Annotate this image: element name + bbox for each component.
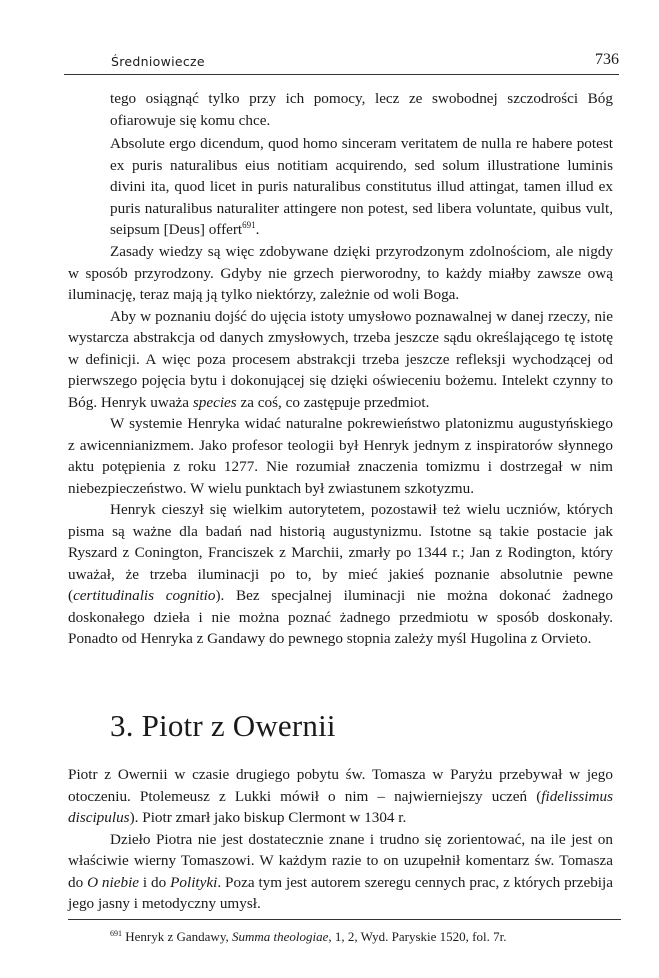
chapter-heading: 3. Piotr z Owernii (110, 708, 336, 743)
footnote-divider (68, 919, 621, 920)
text-run: ). Bez specjalnej iluminacji nie można dokonać żadnego doskonałego dzieła i nie można poznać żadnego przedmiotu w sposób doskonały. Ponadto od Henryka z Gandawy do pewnego stopnia zależy myśl Hugolina z Orvieto. (68, 587, 613, 647)
emphasis: certitudinalis cognitio (73, 587, 216, 604)
text-run: Dzieło Piotra nie jest dostatecznie znane i trudno się zorientować, na ile jest on właściwie wierny Tomaszowi. W każdym razie to on uzupełnił komentarz św. Tomasza do (68, 830, 613, 891)
text-run: , 1, 2, Wyd. Paryskie 1520, fol. 7r. (328, 929, 507, 944)
continuation-line: tego osiągnąć tylko przy ich pomocy, lecz ze swobodnej szczodrości Bóg (110, 90, 613, 107)
text-run: Henryk z Gandawy, (122, 929, 232, 944)
footnote-ref: 691 (242, 220, 256, 230)
latin-quote (110, 133, 613, 241)
paragraph: W systemie Henryka widać naturalne pokrewieństwo platonizmu augustyńskiego z awicennianizmem. Jako profesor teologii był Henryk jednym z inspiratorów słynnego aktu potępienia z roku 1277. Nie rozumiał znaczenia tomizmu i dostrzegał w nim niebezpieczeństwo. W wielu punktach był zwiastunem szkotyzmu. (68, 415, 613, 497)
text-run: Henryk cieszył się wielkim autorytetem, pozostawił też wielu uczniów, których pisma są ważne dla badań nad historią augustynizmu. Istotne są takie postacie jak Ryszard z Conington, Franciszek z Marchii, zmarły po 1344 r.; Jan z Rodington, który uważał, że trzeba iluminacji po to, by mieć jakieś poznanie absolutnie pewne ( (68, 501, 613, 604)
emphasis: Summa theologiae (231, 929, 329, 944)
quote-text: Absolute ergo dicendum, quod homo sinceram veritatem de nulla re habere potest ex puris naturalibus eius notitiam acquirendo, sed solum illustratione luminis divini ita, quod licet in puris naturalibus constitutus illud attingat, tamen illud ex puris naturalibus naturaliter attingere non potest, sed libera voluntate, quibus vult, seipsum [Deus] offert$^{691}$. (110, 135, 613, 238)
chapter-body (68, 764, 613, 915)
footnote (110, 929, 506, 945)
footnote-number: 691 (110, 929, 122, 938)
quote-body: Absolute ergo dicendum, quod homo sinceram veritatem de nulla re habere potest ex puris naturalibus eius notitiam acquirendo, sed solum illustratione luminis divini ita, quod licet in puris naturalibus constitutus illud attingat, tamen illud ex puris naturalibus naturaliter attingere non potest, sed libera voluntate, quibus vult, seipsum [Deus] offert (110, 135, 613, 238)
emphasis: fidelissimus discipulus (68, 787, 613, 826)
emphasis: Polityki (170, 873, 218, 891)
continuation-paragraph (110, 88, 613, 131)
paragraph: Zasady wiedzy są więc zdobywane dzięki przyrodzonym zdolnościom, ale nigdy w sposób przyrodzony. Gdyby nie grzech pierworodny, to każdy miałby zawsze ową iluminację, teraz mają ją tylko niektórzy, zależnie od woli Boga. (68, 243, 613, 303)
paragraph (68, 499, 613, 650)
paragraph (68, 764, 613, 829)
text-run: Aby w poznaniu dojść do ujęcia istoty umysłowo poznawalnej w danej rzeczy, nie wystarcza abstrakcja od danych zmysłowych, trzeba jeszcze sądu określającego tę istotę w definicji. A więc poza procesem abstrakcji trzeba jeszcze refleksji wychodzącej od pierwszego pojęcia bytu i dokonującej się dzięki oświeceniu bożemu. Intelekt czynny to Bóg. Henryk uważa (68, 307, 613, 411)
body-text (68, 241, 613, 650)
text-run: Piotr z Owernii w czasie drugiego pobytu św. Tomasza w Paryżu przebywał w jego otoczeniu. Ptolemeusz z Lukki mówił o nim – najwierniejszy uczeń ( (68, 766, 613, 805)
continuation-line: ofiarowuje się komu chce. (110, 111, 271, 129)
text-run: za coś, co zastępuje przedmiot. (236, 393, 430, 411)
paragraph (68, 306, 613, 414)
running-header (64, 50, 619, 75)
page-number: 736 (595, 51, 619, 68)
text-run: . Poza tym jest autorem szeregu cennych prac, z których przebija jego jasny i metodyczny umysł. (68, 873, 613, 912)
section-title: Średniowiecze (111, 54, 205, 69)
text-run: i do (139, 873, 171, 891)
emphasis: species (192, 393, 237, 411)
paragraph (68, 829, 613, 915)
text-run: ). Piotr zmarł jako biskup Clermont w 1304 r. (129, 809, 407, 826)
emphasis: O niebie (87, 873, 140, 891)
